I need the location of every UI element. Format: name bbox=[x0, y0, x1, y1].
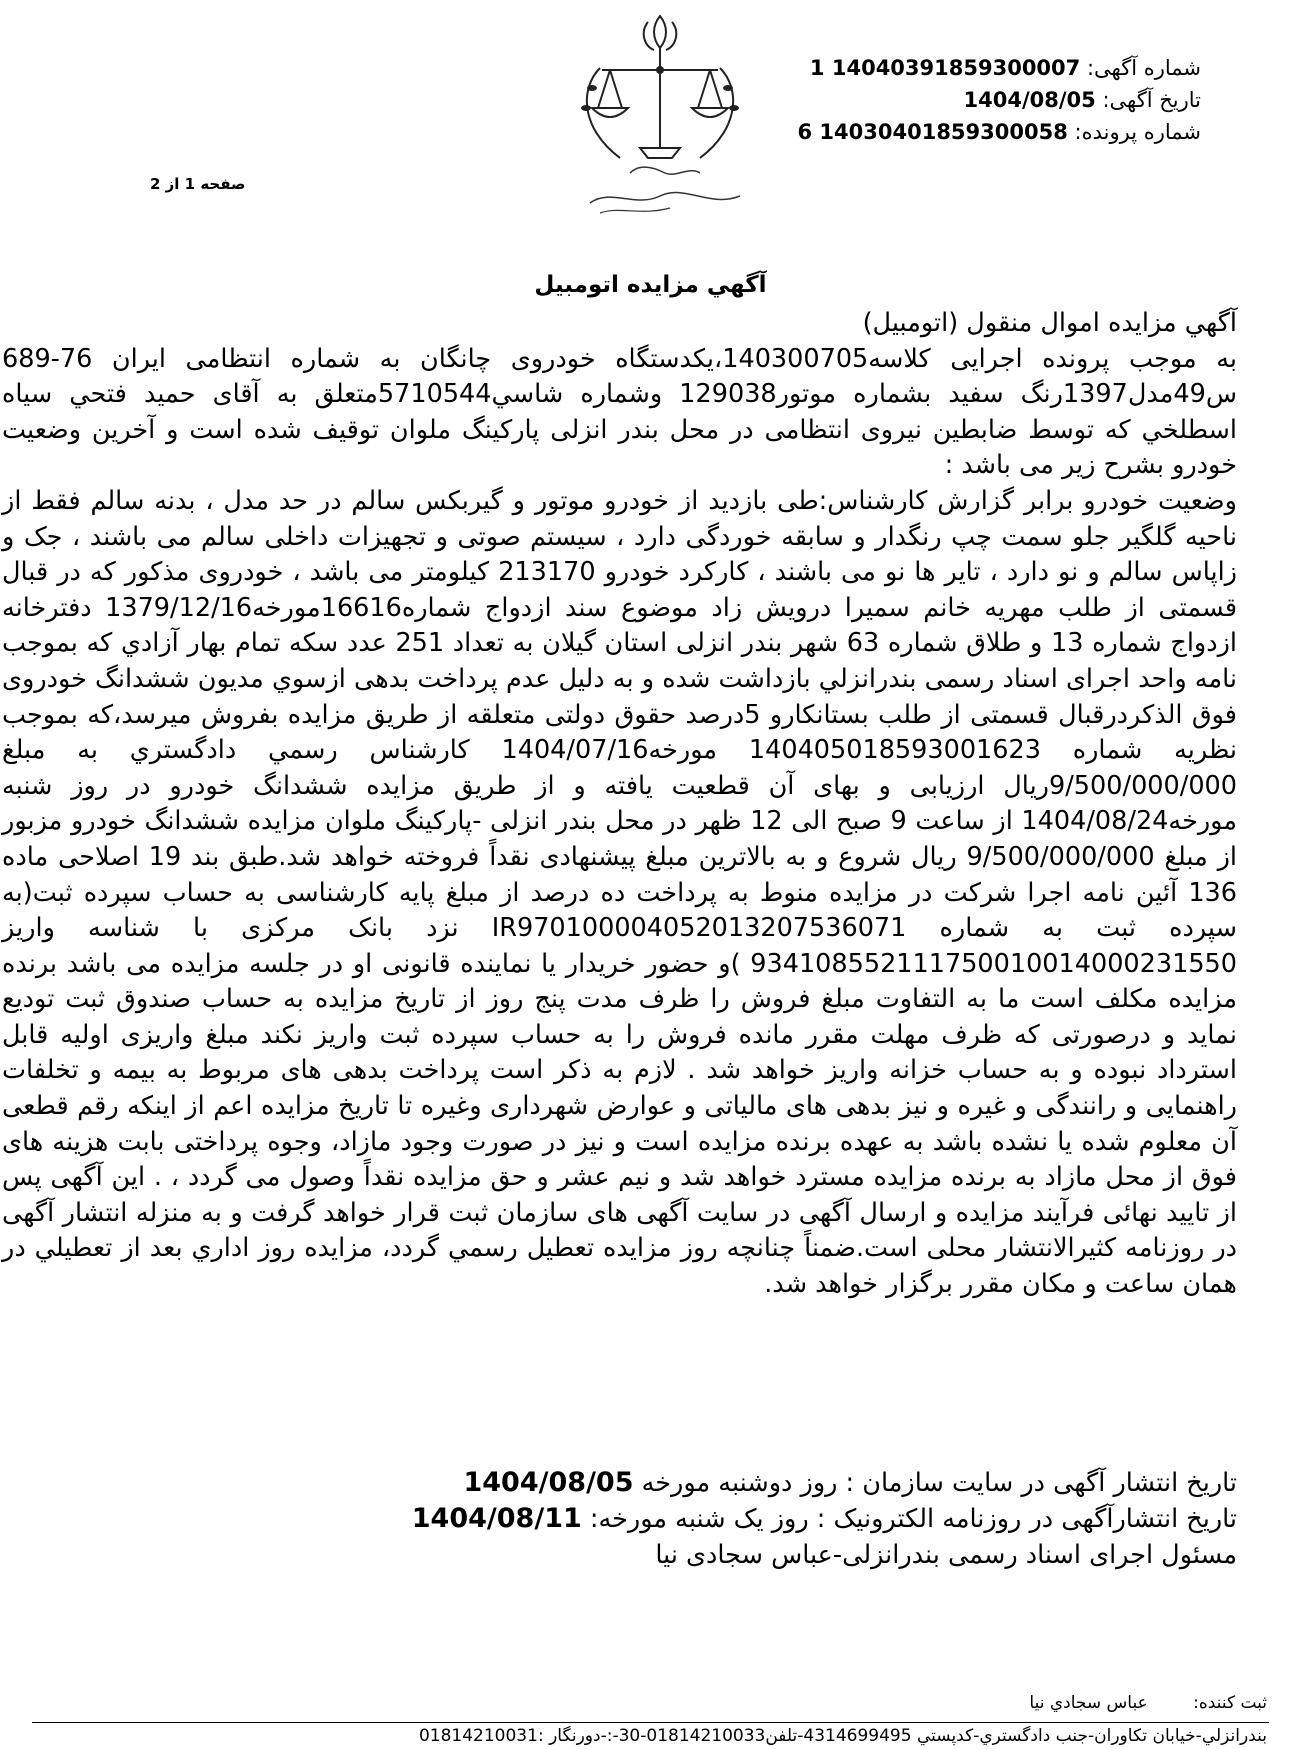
body-paragraph-subtitle: آگهي مزايده اموال منقول (اتومبيل) bbox=[862, 308, 1237, 338]
newspaper-publication-label: تاریخ انتشارآگهی در روزنامه الکترونیک : روز یک شنبه مورخه: bbox=[589, 1504, 1237, 1534]
registrar bbox=[1029, 1693, 1267, 1713]
site-publication-row bbox=[2, 1465, 1237, 1501]
case-number: 14030401859300058 6 bbox=[797, 120, 1068, 144]
body-paragraph-vehicle: به موجب پرونده اجرایی کلاسه140300705،یکدستگاه خودروی چانگان به شماره انتظامی ایران 76-689 س49مدل1397رنگ سفید بشماره موتور129038 وشماره شاسي5710544متعلق به آقای حمید فتحي سیاه اسطلخي که توسط ضابطين نيروی انتظامی در محل بندر انزلی پارکینگ ملوان توقیف شده است و آخرین وضعیت خودرو بشرح زیر می باشد : bbox=[2, 343, 1237, 481]
notice-date: 1404/08/05 bbox=[963, 88, 1096, 112]
notice-meta bbox=[797, 52, 1201, 148]
newspaper-publication-row bbox=[2, 1501, 1237, 1537]
site-publication-label: تاریخ انتشار آگهی در سایت سازمان : روز دوشنبه مورخه bbox=[641, 1468, 1237, 1498]
notice-number-label: شماره آگهی: bbox=[1086, 56, 1201, 80]
responsible-officer: مسئول اجرای اسناد رسمی بندرانزلی-عباس سجادی نیا bbox=[655, 1540, 1237, 1570]
notice-date-row bbox=[797, 84, 1201, 116]
publication-info bbox=[2, 1465, 1237, 1573]
registrar-name: عباس سجادي نيا bbox=[1029, 1693, 1148, 1713]
case-number-row bbox=[797, 116, 1201, 148]
office-address: بندرانزلي-خيابان تکاوران-جنب دادگستري-کدپستي 4314699495-تلفن01814210033-30-:-دورنگار :01814210031 bbox=[418, 1726, 1267, 1746]
notice-date-label: تاریخ آگهی: bbox=[1102, 88, 1201, 112]
scales-of-justice-icon bbox=[540, 8, 780, 223]
footer-divider bbox=[32, 1722, 1269, 1723]
newspaper-publication-date: 1404/08/11 bbox=[411, 1503, 582, 1534]
judiciary-emblem bbox=[540, 8, 780, 223]
notice-body bbox=[2, 306, 1237, 1303]
registrar-label: ثبت کننده: bbox=[1193, 1693, 1267, 1713]
case-number-label: شماره پرونده: bbox=[1074, 120, 1201, 144]
page-title: آگهي مزايده اتومبيل bbox=[534, 272, 767, 298]
page-number: صفحه 1 از 2 bbox=[150, 175, 246, 193]
site-publication-date: 1404/08/05 bbox=[463, 1467, 634, 1498]
body-paragraph-details: وضعیت خودرو برابر گزارش کارشناس:طی بازدید از خودرو موتور و گیربکس سالم در حد مدل ، بدنه سالم فقط از ناحیه گلگیر جلو سمت چپ رنگدار و سابقه خوردگی دارد ، سیستم صوتی و تجهیزات داخلی سالم می باشند ، جک و زاپاس سالم و نو دارد ، تایر ها نو می باشند ، کارکرد خودرو 213170 کیلومتر می باشد ، خودروی مذکور که در قبال قسمتی از طلب مهریه خانم سمیرا درویش زاد موضوع سند ازدواج شماره16616مورخه1379/12/16 دفترخانه ازدواج شماره 13 و طلاق شماره 63 شهر بندر انزلی استان گیلان به تعداد 251 عدد سکه تمام بهار آزادي که بموجب نامه واحد اجرای اسناد رسمی بندرانزلي بازداشت شده و به دلیل عدم پرداخت بدهی ازسوي مدیون ششدانگ خودروی فوق الذکردرقبال قسمتی از طلب بستانکارو 5درصد حقوق دولتی متعلقه از طریق مزایده بفروش میرسد،که بموجب نظریه شماره 140405018593001623 مورخه1404/07/16 کارشناس رسمي دادگستري به مبلغ 9/500/000/000ریال ارزیابی و بهای آن قطعیت یافته و از طریق مزایده ششدانگ خودرو در روز شنبه مورخه1404/08/24 از ساعت 9 صبح الی 12 ظهر در محل بندر انزلی -پارکینگ ملوان مزایده ششدانگ خودرو مزبور از مبلغ 9/500/000/000 ریال شروع و به بالاترین مبلغ پیشنهادی نقداً فروخته خواهد شد.طبق بند 19 اصلاحی ماده 136 آئین نامه اجرا شرکت در مزایده منوط به پرداخت ده درصد از مبلغ پایه کارشناسی به حساب سپرده ثبت(به سپرده ثبت به شماره IR970100004052013207536071 نزد بانک مرکزی با شناسه واریز 934108552111750010014000231550 )و حضور خریدار یا نماینده قانونی او در جلسه مزایده می باشد برنده مزایده مکلف است ما به التفاوت مبلغ فروش را ظرف مدت پنج روز از تاریخ مزایده به حساب صندوق ثبت تودیع نماید و درصورتی که ظرف مهلت مقرر مانده فروش را به حساب سپرده ثبت واریز نکند مبلغ واریزی اولیه قابل استرداد نبوده و به حساب خزانه واریز خواهد شد . لازم به ذکر است پرداخت بدهی های مربوط به بیمه و تخلفات راهنمایی و رانندگی و غیره و نیز بدهی های مالیاتی و عوارض شهرداری وغیره تا تاریخ مزایده اعم از اینکه رقم قطعی آن معلوم شده یا نشده باشد به عهده برنده مزایده است و نیز در صورت وجود مازاد، وجوه پرداختی بابت هزینه های فوق از محل مازاد به برنده مزایده مسترد خواهد شد و نیم عشر و حق مزایده نقداً وصول می گردد ، . این آگهی پس از تایید نهائی فرآیند مزایده و ارسال آگهی در سایت آگهی های سازمان ثبت قرار خواهد گرفت و به منزله انتشار آگهی در روزنامه کثیرالانتشار محلی است.ضمناً چنانچه روز مزایده تعطیل رسمي گردد، مزایده روز اداري بعد از تعطیلي در همان ساعت و مکان مقرر برگزار خواهد شد. bbox=[2, 485, 1238, 1300]
notice-number: 14040391859300007 1 bbox=[809, 56, 1081, 80]
notice-number-row bbox=[797, 52, 1201, 84]
